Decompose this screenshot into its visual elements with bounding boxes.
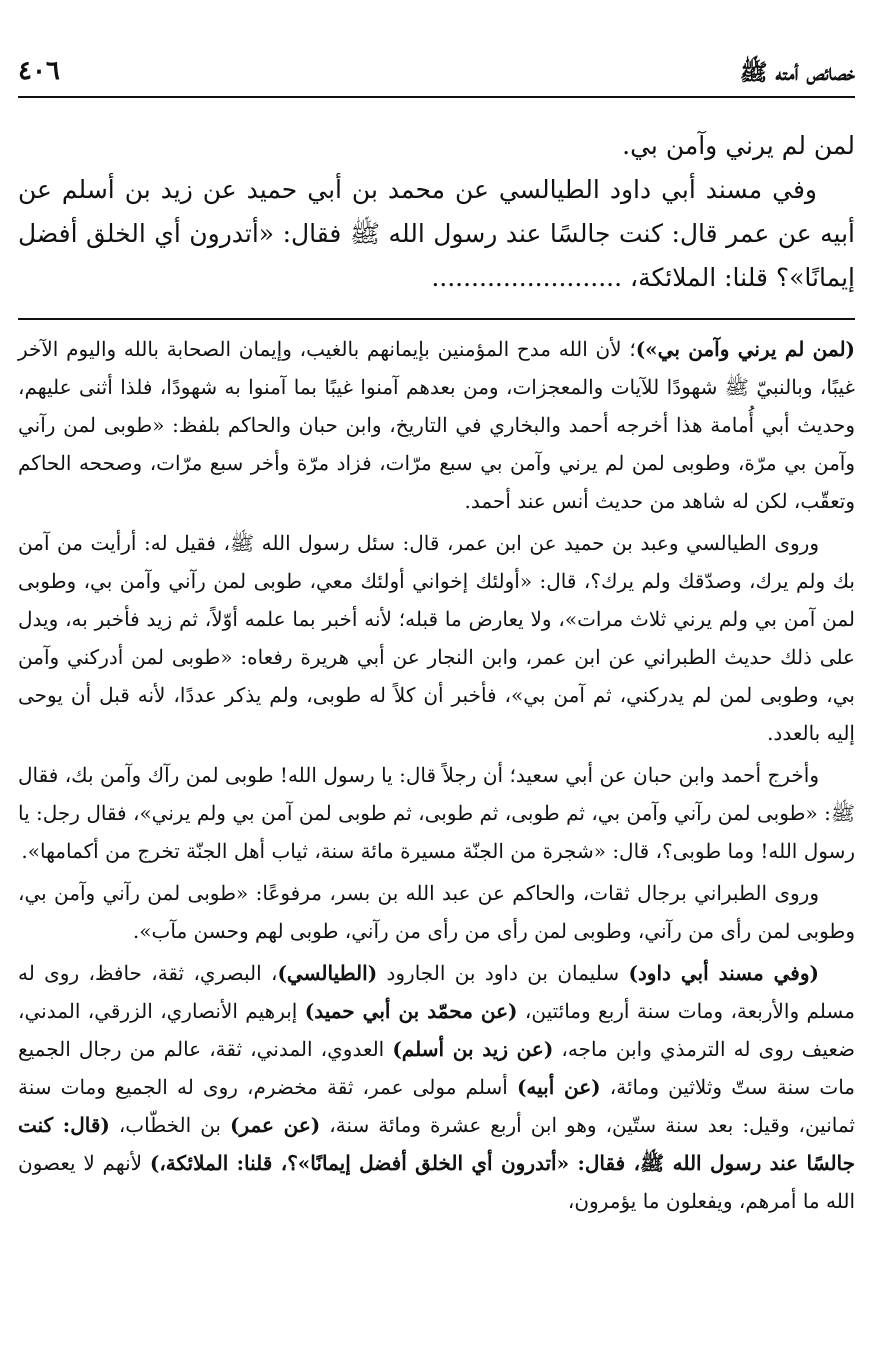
commentary-text: ؛ لأن الله مدح المؤمنين بإيمانهم بالغيب، وإيمان الصحابة بالله واليوم الآخر غيبًا، وبالنبيّ ﷺ شهودًا للآيات والمعجزات، ومن بعدهم آمنوا غيبًا بما آمنوا به شهودًا، فلذا أثنى عليهم، وحديث أبي أُمامة هذا أخرجه أحمد والبخاري في التاريخ، وابن حبان والحاكم بلفظ: «طوبى لمن رآني وآمن بي مرّة، وطوبى لمن لم يرني وآمن بي سبع مرّات، فزاد مرّة وأخر سبع مرّات، وصححه الحاكم وتعقّب، لكن له شاهد من حديث أنس عند أحمد.: [18, 337, 855, 513]
main-text: [18, 124, 855, 300]
commentary-lemma: (لمن لم يرني وآمن بي»): [635, 337, 855, 361]
text-segment: لأنهم لا يعصون الله ما أمرهم، ويفعلون ما يؤمرون،: [18, 1151, 855, 1213]
page-number: ٤٠٦: [18, 56, 60, 86]
lemma-tayalisi: (الطيالسي): [277, 961, 378, 985]
lemma-hadith: (قال: كنت جالسًا عند رسول الله ﷺ، فقال: «أتدرون أي الخلق أفضل إيمانًا»؟، قلنا: الملائكة،): [18, 1113, 855, 1175]
main-text-line-1: لمن لم يرني وآمن بي.: [622, 131, 855, 160]
text-segment: العدوي، المدني، ثقة، عالم من رجال الجميع مات سنة ستّ وثلاثين ومائة،: [18, 1037, 856, 1099]
commentary-paragraph-5: [18, 954, 855, 1220]
main-text-paragraph-2: وفي مسند أبي داود الطيالسي عن محمد بن أبي حميد عن زيد بن أسلم عن أبيه عن عمر قال: كنت جالسًا عند رسول الله ﷺ فقال: «أتدرون أي الخلق أفضل إيمانًا»؟ قلنا: الملائكة، ........................: [18, 175, 855, 292]
lemma-zayd: (عن زيد بن أسلم): [392, 1037, 554, 1061]
page-header: [18, 52, 855, 98]
commentary-paragraph-1: [18, 330, 855, 520]
lemma-abihi: (عن أبيه): [516, 1075, 601, 1099]
lemma-musnad: (وفي مسند أبي داود): [628, 961, 819, 985]
text-divider: [18, 318, 855, 320]
commentary: [18, 330, 855, 1224]
commentary-paragraph-4: وروى الطبراني برجال ثقات، والحاكم عن عبد الله بن بسر، مرفوعًا: «طوبى لمن رآني وآمن بي، وطوبى لمن رأى من رآني، وطوبى لمن رأى من رأى من رآني، طوبى لهم وحسن مآب».: [18, 881, 855, 943]
commentary-paragraph-2: وروى الطيالسي وعبد بن حميد عن ابن عمر، قال: سئل رسول الله ﷺ، فقيل له: أرأيت من آمن بك ولم يرك، وصدّقك ولم يرك؟، قال: «أولئك إخواني أولئك معي، طوبى لمن رآني وآمن بي، وطوبى لمن آمن بي ولم يرني ثلاث مرات»، ولا يعارض ما قبله؛ لأنه أخبر بما علمه أوّلاً، ثم زيد فأخبر به، ويدل على ذلك حديث الطبراني عن ابن عمر، وابن النجار عن أبي هريرة رفعاه: «طوبى لمن أدركني وآمن بي، وطوبى لمن لم يدركني، ثم آمن بي»، فأخبر أن كلاً له طوبى، ولم يذكر عددًا، لأنه قبل أن يوحى إليه بالعدد.: [18, 531, 855, 745]
lemma-muhammad: (عن محمّد بن أبي حميد): [304, 999, 518, 1023]
text-segment: أسلم مولى عمر، ثقة مخضرم، روى له الجميع ومات سنة ثمانين، وقيل: بعد سنة ستّين، وهو ابن أربع عشرة ومائة سنة،: [18, 1075, 855, 1137]
text-segment: سليمان بن داود بن الجارود: [377, 961, 629, 985]
text-segment: إبرهيم الأنصاري، الزرقي، المدني، ضعيف روى له الترمذي وابن ماجه،: [18, 999, 855, 1061]
running-title: خصائص أمته ﷺ: [739, 59, 855, 86]
text-segment: بن الخطّاب،: [109, 1113, 230, 1137]
commentary-paragraph-3: وأخرج أحمد وابن حبان عن أبي سعيد؛ أن رجلاً قال: يا رسول الله! طوبى لمن رآك وآمن بك، فقال ﷺ: «طوبى لمن رآني وآمن بي، ثم طوبى، ثم طوبى، ثم طوبى لمن آمن بي ولم يرني»، فقال رجل: يا رسول الله! وما طوبى؟، قال: «شجرة من الجنّة مسيرة مائة سنة، ثياب أهل الجنّة تخرج من أكمامها».: [18, 763, 855, 863]
text-segment: ، البصري، ثقة، حافظ، روى له مسلم والأربعة، ومات سنة أربع ومائتين،: [18, 961, 855, 1023]
lemma-umar: (عن عمر): [230, 1113, 321, 1137]
